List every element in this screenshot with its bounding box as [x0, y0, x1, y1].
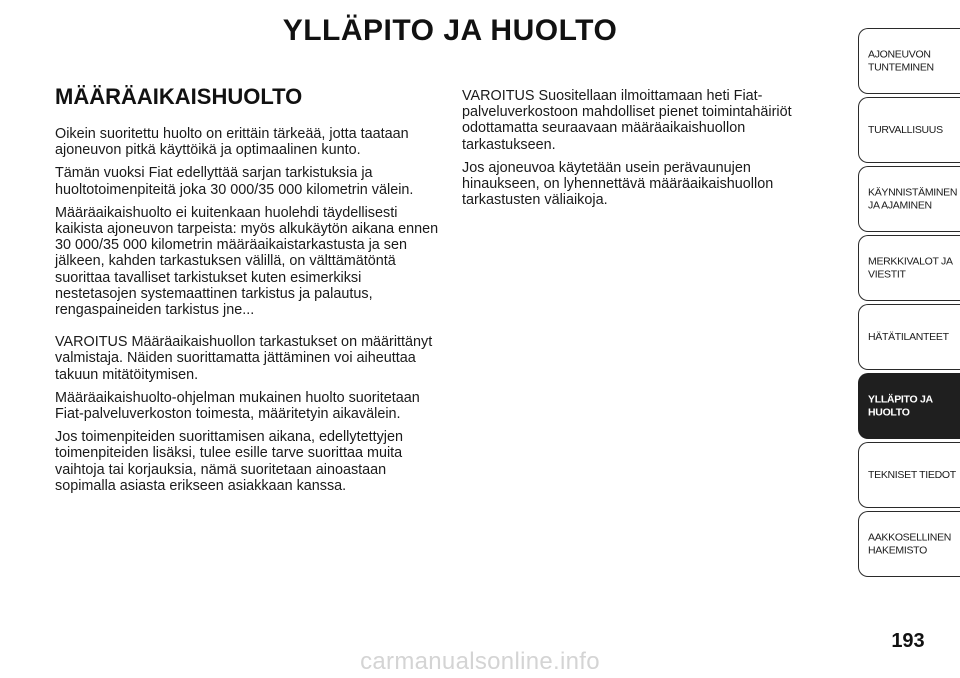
paragraph-intro: Oikein suoritettu huolto on erittäin tärkeää, jotta taataan ajoneuvon pitkä käyttöikä ja optimaalinen kunto. — [55, 126, 409, 159]
watermark: carmanualsonline.info — [360, 648, 600, 675]
tab-label: AJONEUVON TUNTEMINEN — [868, 48, 934, 73]
tab-label: HÄTÄTILANTEET — [868, 330, 949, 343]
tab-kaynnistaminen[interactable] — [858, 166, 960, 232]
paragraph-service-network: Määräaikaishuolto-ohjelman mukainen huolto suoritetaan Fiat-palveluverkoston toimesta, määritetyin aikavälein. — [55, 389, 420, 423]
tab-tekniset-tiedot[interactable] — [858, 442, 960, 508]
chapter-tabs — [858, 28, 960, 580]
paragraph-trailer-towing: Jos ajoneuvoa käytetään usein perävaunujen hinaukseen, on lyhennettävä määräaikaishuollon tarkastusten väliaikoja. — [462, 159, 774, 209]
tab-label: KÄYNNISTÄMINEN JA AJAMINEN — [868, 186, 958, 211]
tab-merkkivalot[interactable] — [858, 235, 960, 301]
tab-hatatilanteet[interactable] — [858, 304, 960, 370]
paragraph-regular-checks: Määräaikaishuolto ei kuitenkaan huolehdi täydellisesti kaikista ajoneuvon tarpeista: myös alkukäytön aikana ennen 30 000/35 000 kilometrin määräaikaistarkastusta ja sen jälkeen, kahden tarkastuksen välillä, on välttämätöntä suorittaa tavalliset tarkistukset kuten esimerkiksi nestetasojen systemaattinen tarkistus ja palautus, rengaspaineiden tarkistus jne... — [55, 204, 439, 319]
tab-hakemisto[interactable] — [858, 511, 960, 577]
section-heading: MÄÄRÄAIKAISHUOLTO — [55, 84, 303, 109]
paragraph-interval: Tämän vuoksi Fiat edellyttää sarjan tarkistuksia ja huoltotoimenpiteitä joka 30 000/35 000 kilometrin välein. — [55, 165, 414, 198]
tab-yllapito-ja-huolto[interactable] — [858, 373, 960, 439]
warning-report-faults: VAROITUS Suositellaan ilmoittamaan heti Fiat-palveluverkostoon mahdolliset pienet toimintahäiriöt odottamatta seuraavaan määräaikaishuollon tarkastukseen. — [462, 88, 792, 153]
tab-label: TURVALLISUUS — [868, 123, 943, 136]
left-column — [55, 84, 440, 501]
tab-turvallisuus[interactable] — [858, 97, 960, 163]
tab-label: MERKKIVALOT JA VIESTIT — [868, 255, 953, 280]
tab-ajoneuvon-tunteminen[interactable] — [858, 28, 960, 94]
paragraph-extra-repairs: Jos toimenpiteiden suorittamisen aikana, edellytettyjen toimenpiteiden lisäksi, tulee esille tarve suorittaa muita vaihtoja tai korjauksia, nämä suoritetaan ainoastaan sopimalla asiasta erikseen asiakkaan kanssa. — [55, 429, 403, 494]
warning-warranty: VAROITUS Määräaikaishuollon tarkastukset on määrittänyt valmistaja. Näiden suorittamatta jättäminen voi aiheuttaa takuun mitätöitymisen. — [55, 334, 433, 383]
page-title: YLLÄPITO JA HUOLTO — [282, 14, 618, 47]
tab-label: TEKNISET TIEDOT — [868, 468, 956, 481]
tab-label: YLLÄPITO JA HUOLTO — [868, 393, 933, 418]
tab-label: AAKKOSELLINEN HAKEMISTO — [868, 531, 952, 556]
right-column — [462, 88, 807, 215]
page-number: 193 — [891, 630, 925, 652]
